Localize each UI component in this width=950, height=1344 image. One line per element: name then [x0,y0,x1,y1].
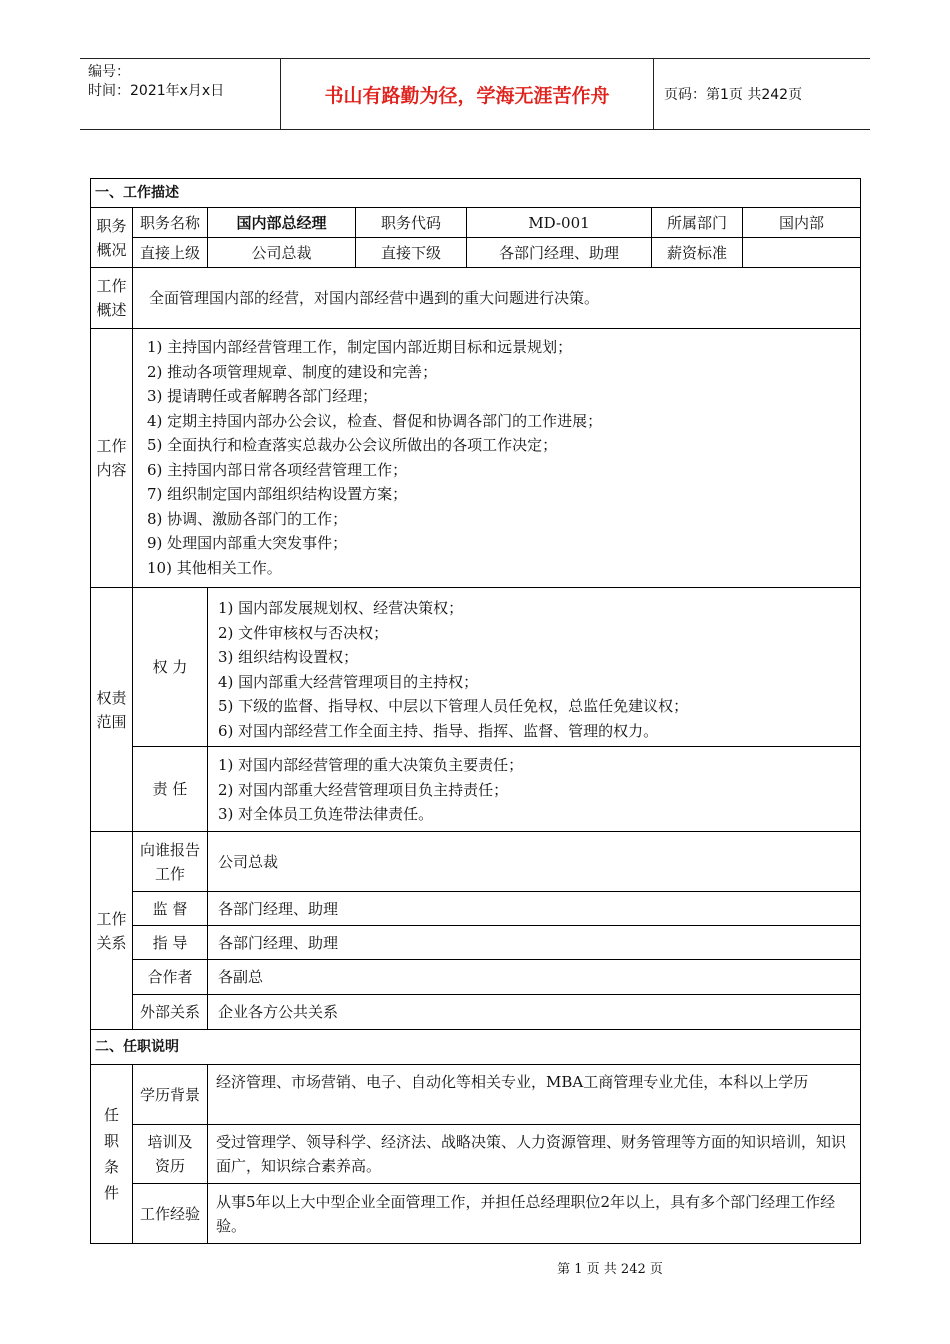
relation-value: 公司总裁 [207,831,861,892]
list-item: 1) 国内部发展规划权、经营决策权； [218,599,464,617]
document-header [80,58,870,130]
scope-label: 权责范围 [90,587,133,832]
list-item: 7) 组织制定国内部组织结构设置方案； [147,485,408,503]
qualifications-label: 任职条件 [103,1106,119,1202]
responsibility-list [207,746,861,832]
relation-value: 各部门经理、助理 [207,925,861,960]
salary-value [742,237,861,268]
list-item: 3) 组织结构设置权； [218,648,359,666]
list-item: 4) 国内部重大经营管理项目的主持权； [218,672,479,691]
list-item: 8) 协调、激励各部门的工作； [147,509,348,528]
duties-label: 工作内容 [90,328,133,588]
list-item: 2) 对国内部重大经营管理项目负主持责任； [218,780,509,799]
section-title-qualifications: 二、任职说明 [90,1029,861,1065]
section-title-job-description: 一、工作描述 [90,178,861,208]
summary-text: 全面管理国内部的经营，对国内部经营中遇到的重大问题进行决策。 [132,267,861,329]
list-item: 9) 处理国内部重大突发事件； [147,534,348,552]
document-date-label: 时间：2021年x月x日 [88,83,225,99]
document-number-label: 编号： [88,64,130,80]
salary-label: 薪资标准 [651,237,743,268]
list-item: 6) 主持国内部日常各项经营管理工作； [147,460,408,479]
list-item: 3) 对全体员工负连带法律责任。 [218,805,434,823]
list-item: 10) 其他相关工作。 [147,558,282,577]
duties-list [132,328,861,588]
subordinate-label: 直接下级 [355,237,467,268]
qualification-value: 从事5年以上大中型企业全面管理工作，并担任总经理职位2年以上，具有多个部门经理工作经验。 [207,1183,861,1244]
list-item: 5) 下级的监督、指导权、中层以下管理人员任免权，总监任免建议权； [218,697,689,715]
list-item: 1) 对国内部经营管理的重大决策负主要责任； [218,756,524,774]
list-item: 6) 对国内部经营工作全面主持、指导、指挥、监督、管理的权力。 [218,721,659,740]
power-list [207,587,861,747]
job-description-table [90,178,861,1244]
job-code-label: 职务代码 [355,207,467,238]
list-item: 2) 推动各项管理规章、制度的建设和完善； [147,362,438,381]
relations-label: 工作关系 [90,831,133,1030]
qualifications-label-cell [90,1064,133,1244]
subordinate-value: 各部门经理、助理 [466,237,652,268]
summary-label: 工作概述 [90,267,133,329]
list-item: 3) 提请聘任或者解聘各部门经理； [147,387,378,405]
relation-key: 向谁报告工作 [132,831,208,892]
overview-group-label: 职务概况 [90,207,133,268]
relation-key: 监 督 [132,891,208,926]
department-label: 所属部门 [651,207,743,238]
list-item: 2) 文件审核权与否决权； [218,623,389,642]
relation-key: 指 导 [132,925,208,960]
power-label: 权 力 [132,587,208,747]
header-meta [80,59,281,129]
relation-value: 各部门经理、助理 [207,891,861,926]
page-footer: 第 1 页 共 242 页 [557,1262,663,1277]
qualification-key: 学历背景 [132,1064,208,1125]
qualification-key: 工作经验 [132,1183,208,1244]
relation-key: 外部关系 [132,994,208,1030]
list-item: 1) 主持国内部经营管理工作，制定国内部近期目标和远景规划； [147,338,573,356]
superior-label: 直接上级 [132,237,208,268]
relation-value: 企业各方公共关系 [207,994,861,1030]
job-code-value: MD-001 [466,207,652,238]
relation-key: 合作者 [132,959,208,995]
header-page-label: 页码：第1页 共242页 [664,87,803,103]
relation-value: 各副总 [207,959,861,995]
qualification-value: 受过管理学、领导科学、经济法、战略决策、人力资源管理、财务管理等方面的知识培训，知识面广，知识综合素养高。 [207,1124,861,1184]
list-item: 4) 定期主持国内部办公会议，检查、督促和协调各部门的工作进展； [147,411,603,430]
job-title-label: 职务名称 [132,207,208,238]
qualification-key: 培训及资历 [132,1124,208,1184]
department-value: 国内部 [742,207,861,238]
superior-value: 公司总裁 [207,237,356,268]
list-item: 5) 全面执行和检查落实总裁办公会议所做出的各项工作决定； [147,436,558,454]
header-slogan: 书山有路勤为径，学海无涯苦作舟 [281,59,654,129]
qualification-value: 经济管理、市场营销、电子、自动化等相关专业，MBA工商管理专业尤佳，本科以上学历 [207,1064,861,1125]
responsibility-label: 责 任 [132,746,208,832]
job-title-value: 国内部总经理 [207,207,356,238]
